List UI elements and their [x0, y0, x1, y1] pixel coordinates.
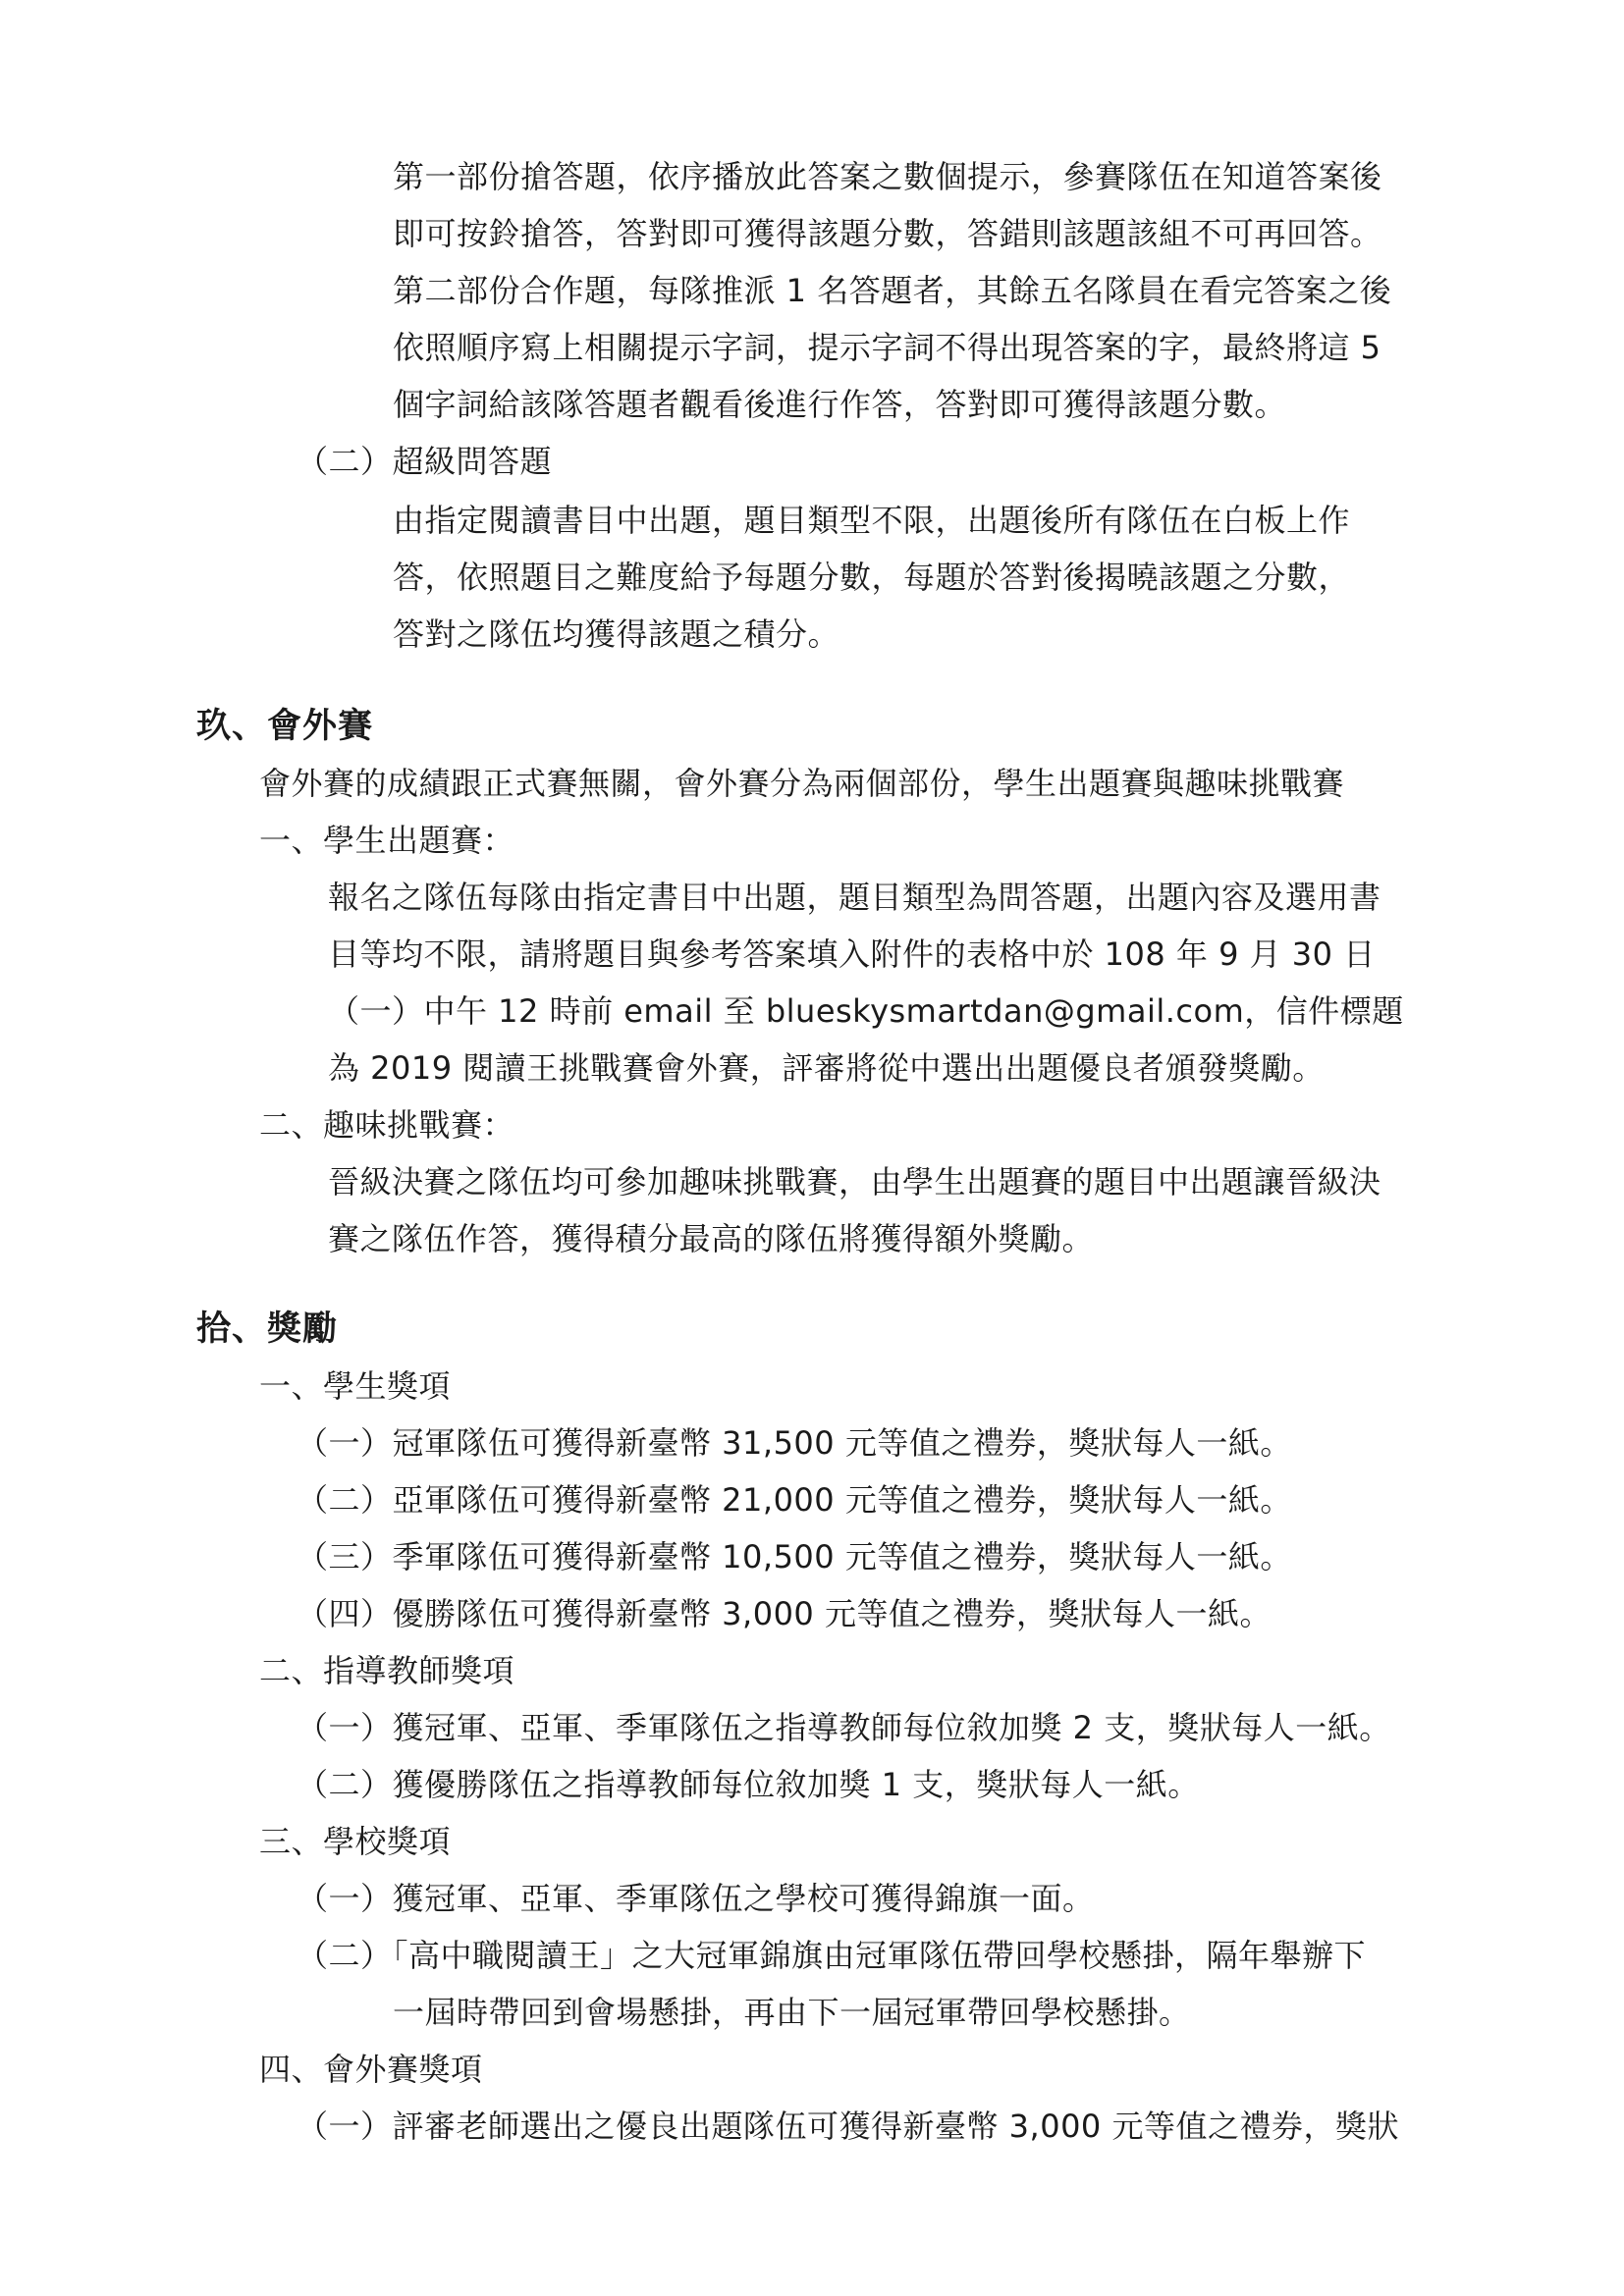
section-title: 拾、獎勵 [196, 1309, 339, 1349]
paragraph-line: 個字詞給該隊答題者觀看後進行作答，答對即可獲得該題分數。 [393, 386, 1287, 423]
section-intro: 會外賽的成績跟正式賽無關，會外賽分為兩個部份，學生出題賽與趣味挑戰賽 [259, 765, 1345, 802]
part-heading: 一、學生獎項 [259, 1367, 452, 1405]
list-item-continuation: 一屆時帶回到會場懸掛，再由下一屆冠軍帶回學校懸掛。 [393, 1994, 1191, 2031]
paragraph-line: 目等均不限，請將題目與參考答案填入附件的表格中於 108 年 9 月 30 日 [328, 935, 1376, 973]
paragraph-line: （一）中午 12 時前 email 至 blueskysmartdan@gmail.com，信件標題 [328, 992, 1404, 1030]
part-heading: 三、學校獎項 [259, 1823, 452, 1860]
list-item: （二）獲優勝隊伍之指導教師每位敘加獎 1 支，獎狀每人一紙。 [297, 1766, 1200, 1803]
list-item: （三）季軍隊伍可獲得新臺幣 10,500 元等值之禮券，獎狀每人一紙。 [297, 1538, 1292, 1575]
list-item: （一）冠軍隊伍可獲得新臺幣 31,500 元等值之禮券，獎狀每人一紙。 [297, 1424, 1292, 1462]
paragraph-line: 為 2019 閱讀王挑戰賽會外賽，評審將從中選出出題優良者頒發獎勵。 [328, 1049, 1325, 1087]
list-item: （二）「高中職閱讀王」之大冠軍錦旗由冠軍隊伍帶回學校懸掛，隔年舉辦下 [297, 1937, 1367, 1974]
paragraph-line: 答對之隊伍均獲得該題之積分。 [393, 615, 840, 653]
paragraph-line: 即可按鈴搶答，答對即可獲得該題分數，答錯則該題該組不可再回答。 [393, 215, 1382, 252]
subsection-heading: （二）超級問答題 [297, 443, 553, 480]
paragraph-line: 第二部份合作題，每隊推派 1 名答題者，其餘五名隊員在看完答案之後 [393, 272, 1392, 309]
paragraph-line: 由指定閱讀書目中出題，題目類型不限，出題後所有隊伍在白板上作 [393, 502, 1351, 539]
list-item: （一）獲冠軍、亞軍、季軍隊伍之指導教師每位敘加獎 2 支，獎狀每人一紙。 [297, 1709, 1391, 1746]
part-heading: 一、學生出題賽： [259, 822, 515, 859]
paragraph-line: 答，依照題目之難度給予每題分數，每題於答對後揭曉該題之分數， [393, 559, 1351, 596]
part-heading: 二、指導教師獎項 [259, 1652, 515, 1689]
list-item: （二）亞軍隊伍可獲得新臺幣 21,000 元等值之禮券，獎狀每人一紙。 [297, 1481, 1292, 1519]
paragraph-line: 賽之隊伍作答，獲得積分最高的隊伍將獲得額外獎勵。 [328, 1220, 1095, 1257]
paragraph-line: 依照順序寫上相關提示字詞，提示字詞不得出現答案的字，最終將這 5 [393, 329, 1381, 366]
list-item: （一）評審老師選出之優良出題隊伍可獲得新臺幣 3,000 元等值之禮券，獎狀 [297, 2108, 1399, 2145]
list-item: （四）優勝隊伍可獲得新臺幣 3,000 元等值之禮券，獎狀每人一紙。 [297, 1595, 1272, 1632]
list-item: （一）獲冠軍、亞軍、季軍隊伍之學校可獲得錦旗一面。 [297, 1880, 1095, 1917]
section-title: 玖、會外賽 [196, 707, 374, 746]
part-heading: 四、會外賽獎項 [259, 2051, 483, 2088]
paragraph-line: 晉級決賽之隊伍均可參加趣味挑戰賽，由學生出題賽的題目中出題讓晉級決 [328, 1163, 1381, 1201]
part-heading: 二、趣味挑戰賽： [259, 1106, 515, 1144]
paragraph-line: 報名之隊伍每隊由指定書目中出題，題目類型為問答題，出題內容及選用書 [328, 879, 1381, 916]
paragraph-line: 第一部份搶答題，依序播放此答案之數個提示，參賽隊伍在知道答案後 [393, 158, 1382, 195]
